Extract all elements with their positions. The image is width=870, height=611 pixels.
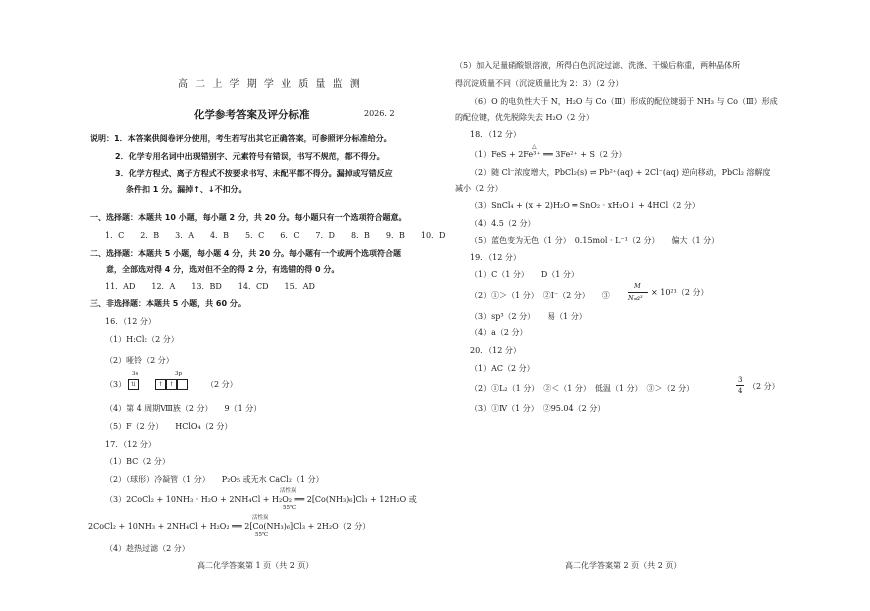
q17-3a: （3）2CoCl₂ + 10NH₃ · H₂O + 2NH₄Cl + H₂O₂ ══ 2[Co(NH₃)₆]Cl₃ + 12H₂O 或 bbox=[105, 495, 417, 504]
q20-2-denominator: 4 bbox=[738, 387, 743, 395]
doc-date: 2026. 2 bbox=[364, 109, 395, 118]
q20-heading: 20．（12 分） bbox=[470, 346, 521, 355]
section-2-answers: 11．AD 12．A 13．BD 14．CD 15．AD bbox=[105, 282, 315, 291]
section-2-heading-b: 意，全部选对得 4 分，选对但不全的得 2 分，有选错的得 0 分。 bbox=[106, 265, 340, 274]
q16-1: （1）H:Cl:（2 分） bbox=[105, 335, 179, 344]
q19-2-denominator: Nₐa³ bbox=[628, 294, 643, 302]
orbital-3p-label: 3p bbox=[175, 371, 183, 377]
q20-2-text: （2）①L₂（1 分） ②＜（1 分） 低温（1 分） ③＞（2 分） bbox=[470, 384, 695, 393]
note-3b: 条件扣 1 分。漏掉↑、↓不扣分。 bbox=[126, 185, 247, 194]
section-1-heading: 一、选择题：本题共 10 小题，每小题 2 分，共 20 分。每小题只有一个选项符合题意。 bbox=[90, 213, 407, 222]
q16-3-prefix: （3） bbox=[105, 380, 127, 389]
q18-4: （4）4.5（2 分） bbox=[470, 219, 536, 228]
q18-2a: （2）随 Cl⁻浓度增大，PbCl₂(s) ⇌ Pb²⁺(aq) + 2Cl⁻(aq) 逆向移动，PbCl₂ 溶解度 bbox=[470, 168, 771, 177]
q18-5: （5）蓝色变为无色（1 分） 0.15mol · L⁻¹（2 分） 偏大（1 分） bbox=[470, 236, 720, 245]
orbital-3s-box: ⇅ bbox=[128, 379, 139, 390]
q19-1: （1）C（1 分） D（1 分） bbox=[470, 270, 579, 279]
q18-heading: 18．（12 分） bbox=[470, 130, 521, 139]
q17-4: （4）趁热过滤（2 分） bbox=[105, 544, 190, 553]
q17-3a-condition-top: 活性炭 bbox=[280, 488, 297, 494]
q19-3: （3）sp³（2 分） 易（1 分） bbox=[470, 312, 587, 321]
q19-4: （4）a（2 分） bbox=[470, 328, 528, 337]
q20-2-fraction-bar bbox=[736, 385, 744, 386]
q17-heading: 17．（12 分） bbox=[105, 440, 156, 449]
q16-heading: 16．（12 分） bbox=[105, 317, 156, 326]
section-2-heading-a: 二、选择题：本题共 5 小题，每小题 4 分，共 20 分。每小题有一个或两个选项符合题 bbox=[90, 249, 401, 258]
q17-1: （1）BC（2 分） bbox=[105, 457, 170, 466]
q19-2-fraction-bar bbox=[628, 292, 648, 293]
q20-2-numerator: 3 bbox=[738, 376, 743, 384]
q17-5b: 得沉淀质量不同（沉淀质量比为 2：3）（2 分） bbox=[455, 79, 624, 88]
q16-4: （4）第 4 周期Ⅷ族（2 分） 9（1 分） bbox=[105, 404, 262, 413]
q19-2-numerator: M bbox=[634, 282, 641, 290]
note-3a: 3．化学方程式、离子方程式不按要求书写、未配平都不得分。漏掉或写错反应 bbox=[115, 169, 393, 178]
q18-1-condition: △ bbox=[532, 143, 537, 150]
q17-6a: （6）O 的电负性大于 N，H₂O 与 Co（Ⅲ）形成的配位键弱于 NH₃ 与 Co（Ⅲ）形成 bbox=[470, 97, 778, 106]
q19-heading: 19．（12 分） bbox=[470, 253, 521, 262]
q20-3: （3）①Ⅳ（1 分） ②95.04（2 分） bbox=[470, 404, 606, 413]
orbital-3p-box-3 bbox=[177, 379, 188, 390]
section-3-heading: 三、非选择题：本题共 5 小题，共 60 分。 bbox=[90, 299, 246, 308]
q19-2-tail: × 10²¹（2 分） bbox=[651, 288, 709, 297]
q17-3b-condition-bottom: 55℃ bbox=[255, 532, 269, 538]
q16-3-score: （2 分） bbox=[206, 380, 238, 389]
doc-subtitle: 化学参考答案及评分标准 bbox=[194, 109, 310, 121]
orbital-3p-box-1: ↑ bbox=[155, 379, 166, 390]
orbital-3s-label: 3s bbox=[132, 371, 139, 377]
q20-2-tail: （2 分） bbox=[748, 382, 780, 391]
orbital-3p-box-2: ↑ bbox=[166, 379, 177, 390]
section-1-answers: 1．C 2．B 3．A 4．B 5．C 6．C 7．D 8．B 9．B 10．D bbox=[105, 231, 446, 240]
q18-1: （1）FeS + 2Fe³⁺ ══ 3Fe²⁺ + S（2 分） bbox=[470, 150, 627, 159]
q18-3: （3）SnCl₄ + (x + 2)H₂O ═ SnO₂ · xH₂O↓ + 4HCl（2 分） bbox=[470, 201, 700, 210]
q17-2: （2）（球形）冷凝管（1 分） P₂O₅ 或无水 CaCl₂（1 分） bbox=[105, 475, 324, 484]
note-1: 说明：1．本答案供阅卷评分使用，考生若写出其它正确答案，可参照评分标准给分。 bbox=[90, 134, 392, 143]
note-2: 2．化学专用名词中出现错别字、元素符号有错误，书写不规范，都不得分。 bbox=[115, 152, 385, 161]
q17-6b: 的配位键，优先脱除失去 H₂O（2 分） bbox=[455, 113, 594, 122]
q19-2-text: （2）①＞（1 分） ②I⁻（2 分） ③ bbox=[470, 291, 610, 300]
q17-5a: （5）加入足量硝酸银溶液，所得白色沉淀过滤、洗涤、干燥后称重，两种晶体所 bbox=[455, 61, 741, 70]
q17-3b-condition-top: 活性炭 bbox=[252, 515, 269, 521]
q17-3a-condition-bottom: 55℃ bbox=[283, 505, 297, 511]
q17-3b: 2CoCl₂ + 10NH₃ + 2NH₄Cl + H₂O₂ ══ 2[Co(NH₃)₆]Cl₃ + 2H₂O（2 分） bbox=[88, 522, 371, 531]
q16-5: （5）F（2 分） HClO₄（2 分） bbox=[105, 422, 233, 431]
q20-1: （1）AC（2 分） bbox=[470, 364, 535, 373]
right-footer: 高二化学答案第 2 页（共 2 页） bbox=[565, 561, 682, 570]
q16-2: （2）哑铃（2 分） bbox=[105, 356, 174, 365]
left-footer: 高二化学答案第 1 页（共 2 页） bbox=[197, 561, 314, 570]
q18-2b: 减小（2 分） bbox=[455, 184, 503, 193]
doc-title: 高 二 上 学 期 学 业 质 量 监 测 bbox=[178, 79, 362, 90]
